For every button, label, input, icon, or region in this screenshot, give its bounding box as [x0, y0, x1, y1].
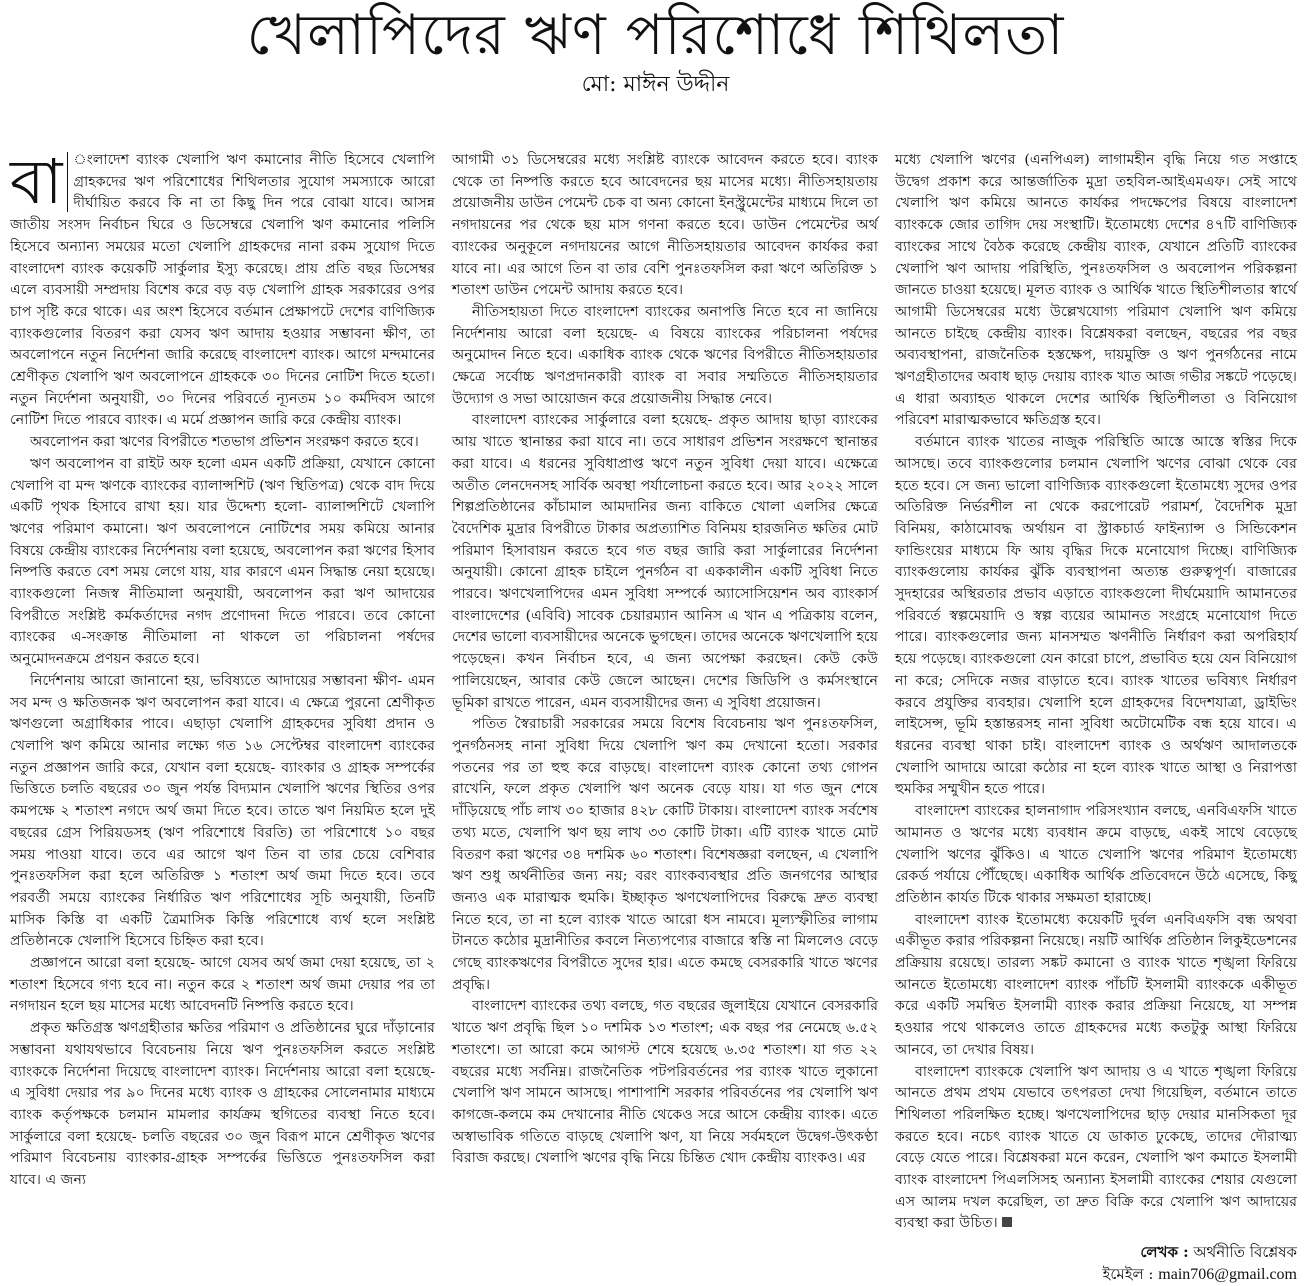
paragraph: বাংলাদেশ ব্যাংকের হালনাগাদ পরিসংখ্যান বলছে, এনবিএফসি খাতে আমানত ও ঋণের মধ্যে ব্যবধান ক্রমে বাড়ছে, একই সাথে বেড়েছে খেলাপি ঋণের ঝুঁকিও। এ খাতে খেলাপি ঋণের পরিমাণ ইতোমধ্যে রেকর্ড পর্যায়ে পৌঁছেছে। একাধিক আর্থিক প্রতিবেদনে উঠে এসেছে, কিছু প্রতিষ্ঠান কার্যত টিকে থাকার সক্ষমতা হারাচ্ছে। [895, 803, 1297, 906]
author-signature [895, 1241, 1297, 1286]
paragraph: নীতিসহায়তা দিতে বাংলাদেশ ব্যাংকের অনাপত্তি নিতে হবে না জানিয়ে নির্দেশনায় আরো বলা হয়েছে- এ বিষয়ে ব্যাংকের পরিচালনা পর্ষদের অনুমোদন নিতে হবে। একাধিক ব্যাংক থেকে ঋণের বিপরীতে নীতিসহায়তার ক্ষেত্রে সর্বোচ্চ ঋণপ্রদানকারী ব্যাংক বা সবার সম্মতিতে নীতিসহায়তার উদ্যোগ ও সভা আয়োজন করে প্রয়োজনীয় সিদ্ধান্ত নেবে। [452, 303, 878, 407]
paragraph: বাংলাদেশ ব্যাংকের তথ্য বলছে, গত বছরের জুলাইয়ে যেখানে বেসরকারি খাতে ঋণ প্রবৃদ্ধি ছিল ১০ দশমিক ১৩ শতাংশ; এক বছর পর নেমেছে ৬.৫২ শতাংশে। তা আরো কমে আগস্ট শেষে হয়েছে ৬.৩৫ শতাংশ। যা গত ২২ বছরের মধ্যে সর্বনিম্ন। রাজনৈতিক পটপরিবর্তনের পর ব্যাংক খাতে লুকানো খেলাপি ঋণ সামনে আসছে। পাশাপাশি সরকার পরিবর্তনের পর খেলাপি ঋণ কাগজে-কলমে কম দেখানোর নীতি থেকেও সরে আসে কেন্দ্রীয় ব্যাংক। এতে অস্বাভাবিক গতিতে বাড়ছে খেলাপি ঋণ, যা নিয়ে সর্বমহলে উদ্বেগ-উৎকণ্ঠা বিরাজ করছে। খেলাপি ঋণের বৃদ্ধি নিয়ে চিন্তিত খোদ কেন্দ্রীয় ব্যাংকও। এর [452, 998, 878, 1167]
paragraph: বাংলাদেশ ব্যাংক ইতোমধ্যে কয়েকটি দুর্বল এনবিএফসি বন্ধ অথবা একীভূত করার পরিকল্পনা নিয়েছে। নয়টি আর্থিক প্রতিষ্ঠান লিকুইডেশনের প্রক্রিয়ায় রয়েছে। তারল্য সঙ্কট কমানো ও ব্যাংক খাতে শৃঙ্খলা ফিরিয়ে আনতে ইতোমধ্যে বাংলাদেশ ব্যাংক পাঁচটি ইসলামী ব্যাংককে একীভূত করে একটি সমন্বিত ইসলামী ব্যাংক করার প্রক্রিয়া নিয়েছে, যা সম্পন্ন হওয়ার পথে থাকলেও তাতে গ্রাহকদের মধ্যে কতটুকু আস্থা ফিরিয়ে আনবে, তা দেখার বিষয়। [895, 911, 1297, 1058]
author-role: অর্থনীতি বিশ্লেষক [1193, 1243, 1297, 1262]
headline: খেলাপিদের ঋণ পরিশোধে শিথিলতা [246, 3, 1065, 68]
paragraph: অবলোপন করা ঋণের বিপরীতে শতভাগ প্রভিশন সংরক্ষণ করতে হবে। [30, 434, 419, 451]
paragraph: ঋণ অবলোপন বা রাইট অফ হলো এমন একটি প্রক্রিয়া, যেখানে কোনো খেলাপি বা মন্দ ঋণকে ব্যাংকের ব্যালান্সশিট (ঋণ স্থিতিপত্র) থেকে বাদ দিয়ে একটি পৃথক হিসাবে রাখা হয়। যার উদ্দেশ্য হলো- ব্যালান্সশিটে খেলাপি ঋণের পরিমাণ কমানো। ঋণ অবলোপনে নোটিশের সময় কমিয়ে আনার বিষয়ে কেন্দ্রীয় ব্যাংকের নির্দেশনায় বলা হয়েছে, অবলোপন করা ঋণের হিসাব নিষ্পত্তি করতে বেশ সময় লেগে যায়, যার কারণে এমন সিদ্ধান্ত নেয়া হয়েছে। ব্যাংকগুলো নিজস্ব নীতিমালা অনুযায়ী, অবলোপন করা ঋণ আদায়ের বিপরীতে সংশ্লিষ্ট কর্মকর্তাদের নগদ প্রণোদনা দিতে পারবে। তবে কোনো ব্যাংকের এ-সংক্রান্ত নীতিমালা না থাকলে তা পরিচালনা পর্ষদের অনুমোদনক্রমে প্রণয়ন করতে হবে। [10, 455, 435, 668]
paragraph: প্রজ্ঞাপনে আরো বলা হয়েছে- আগে যেসব অর্থ জমা দেয়া হয়েছে, তা ২ শতাংশ হিসেবে গণ্য হবে না। নতুন করে ২ শতাংশ অর্থ জমা দেয়ার পর তা নগদায়ন হলে ছয় মাসের মধ্যে আবেদনটি নিষ্পত্তি করতে হবে। [10, 955, 435, 1015]
paragraph: বর্তমানে ব্যাংক খাতের নাজুক পরিস্থিতি আস্তে আস্তে স্বস্তির দিকে আসছে। তবে ব্যাংকগুলোর চলমান খেলাপি ঋণের বোঝা থেকে বের হতে হবে। সে জন্য ভালো বাণিজ্যিক ব্যাংকগুলো ইতোমধ্যে সুদের ওপর অতিরিক্ত নির্ভরশীল না থেকে করপোরেট পরামর্শ, বৈদেশিক মুদ্রা বিনিময়, কাঠামোবদ্ধ অর্থায়ন বা স্ট্রাকচার্ড ফাইন্যান্স ও সিন্ডিকেশন ফান্ডিংয়ের মাধ্যমে ফি আয় বৃদ্ধির দিকে মনোযোগ দিচ্ছে। বাণিজ্যিক ব্যাংকগুলোয় কার্যকর ঝুঁকি ব্যবস্থাপনা অত্যন্ত গুরুত্বপূর্ণ। বাজারের সুদহারের অস্থিরতার প্রভাব এড়াতে ব্যাংকগুলো দীর্ঘমেয়াদি আমানতের পরিবর্তে স্বল্পমেয়াদি ও স্বল্প ব্যয়ের আমানত সংগ্রহে মনোযোগ দিতে পারে। ব্যাংকগুলোর জন্য মানসম্মত ঋণনীতি নির্ধারণ করা অপরিহার্য হয়ে পড়েছে। ব্যাংকগুলো যেন কারো চাপে, প্রভাবিত হয়ে যেন বিনিয়োগ না করে; সেদিকে নজর বাড়াতে হবে। ব্যাংক খাতের ভবিষ্যৎ নির্ধারণ করবে প্রযুক্তির ব্যবহার। খেলাপি হলে গ্রাহকদের বিদেশযাত্রা, ড্রাইভিং লাইসেন্স, ভূমি হস্তান্তরসহ নানা সুবিধা অটোমেটিক বন্ধ হয়ে যাবে। এ ধরনের ব্যবস্থা থাকা চাই। বাংলাদেশ ব্যাংক ও অর্থঋণ আদালতকে খেলাপি আদায়ে আরো কঠোর না হলে ব্যাংক খাতে আস্থা ও নিরাপত্তা হুমকির সম্মুখীন হতে পারে। [895, 434, 1297, 798]
drop-cap: বা [10, 152, 68, 212]
paragraph: বা ংলাদেশ ব্যাংক খেলাপি ঋণ কমানোর নীতি হিসেবে খেলাপি গ্রাহকদের ঋণ পরিশোধের শিথিলতার সুযোগ সমস্যাকে আরো দীর্ঘায়িত করবে কি না তা কিছু দিন পরে বোঝা যাবে। আসন্ন জাতীয় সংসদ নির্বাচন ঘিরে ও ডিসেম্বরে খেলাপি ঋণ কমানোর পলিসি হিসেবে অন্যান্য সময়ের মতো খেলাপি গ্রাহকদের নানা রকম সুযোগ দিতে বাংলাদেশ ব্যাংক কয়েকটি সার্কুলার ইস্যু করেছে। প্রায় প্রতি বছর ডিসেম্বর এলে ব্যবসায়ী সম্প্রদায় বিশেষ করে বড় বড় খেলাপি গ্রাহক সরকারের ওপর চাপ সৃষ্টি করে থাকে। এর অংশ হিসেবে বর্তমান প্রেক্ষাপটে দেশের বাণিজ্যিক ব্যাংকগুলোর বিতরণ করা যেসব ঋণ আদায় হওয়ার সম্ভাবনা ক্ষীণ, তা অবলোপনে নতুন নির্দেশনা জারি করেছে বাংলাদেশ ব্যাংক। আগে মন্দমানের শ্রেণীকৃত খেলাপি ঋণ অবলোপনে গ্রাহককে ৩০ দিনের নোটিশ দিতে হতো। নতুন নির্দেশনা অনুযায়ী, ৩০ দিনের পরিবর্তে ন্যূনতম ১০ কর্মদিবস আগে নোটিশ দিতে পারবে ব্যাংক। এ মর্মে প্রজ্ঞাপন জারি করে কেন্দ্রীয় ব্যাংক। [10, 145, 435, 429]
column-2 [452, 150, 878, 1170]
email-label: ইমেইল : [1102, 1265, 1154, 1284]
paragraph: আগামী ৩১ ডিসেম্বরের মধ্যে সংশ্লিষ্ট ব্যাংকে আবেদন করতে হবে। ব্যাংক থেকে তা নিষ্পত্তি করতে হবে আবেদনের ছয় মাসের মধ্যে। নীতিসহায়তায় প্রয়োজনীয় ডাউন পেমেন্ট চেক বা অন্য কোনো ইনস্ট্রুমেন্টের মাধ্যমে দিলে তা নগদায়নের পর থেকে ছয় মাস গণনা করতে হবে। ডাউন পেমেন্টের অর্থ ব্যাংকের অনুকূলে নগদায়নের আগে নীতিসহায়তার আবেদন কার্যকর করা যাবে না। এর আগে তিন বা তার বেশি পুনঃতফসিল করা ঋণে অতিরিক্ত ১ শতাংশ ডাউন পেমেন্ট আদায় করতে হবে। [452, 152, 878, 299]
byline: মো: মাঈন উদ্দীন [581, 72, 730, 97]
column-3 [895, 150, 1297, 1286]
paragraph: প্রকৃত ক্ষতিগ্রস্ত ঋণগ্রহীতার ক্ষতির পরিমাণ ও প্রতিষ্ঠানের ঘুরে দাঁড়ানোর সম্ভাবনা যথাযথভাবে বিবেচনায় নিয়ে ঋণ পুনঃতফসিল করতে সংশ্লিষ্ট ব্যাংককে নির্দেশনা দিয়েছে বাংলাদেশ ব্যাংক। নির্দেশনায় আরো বলা হয়েছে- এ সুবিধা দেয়ার পর ৯০ দিনের মধ্যে ব্যাংক ও গ্রাহকের সোলেনামার মাধ্যমে ব্যাংক কর্তৃপক্ষকে চলমান মামলার কার্যক্রম স্থগিতের ব্যবস্থা নিতে হবে। সার্কুলারে বলা হয়েছে- চলতি বছরের ৩০ জুন বিরূপ মানে শ্রেণীকৃত ঋণের পরিমাণ বিবেচনায় ব্যাংকার-গ্রাহক সম্পর্কের ভিত্তিতে পুনঃতফসিল করা যাবে। এ জন্য [10, 1020, 435, 1189]
paragraph: বাংলাদেশ ব্যাংকের সার্কুলারে বলা হয়েছে- প্রকৃত আদায় ছাড়া ব্যাংকের আয় খাতে স্থানান্তর করা যাবে না। তবে সাধারণ প্রভিশন সংরক্ষণে স্থানান্তর করা যাবে। এ ধরনের সুবিধাপ্রাপ্ত ঋণে নতুন সুবিধা দেয়া যাবে। এক্ষেত্রে অতীত লেনদেনসহ সার্বিক অবস্থা পর্যালোচনা করতে হবে। আর ২০২২ সালে শিল্পপ্রতিষ্ঠানের কাঁচামাল আমদানির জন্য বাকিতে খোলা এলসির ক্ষেত্রে বৈদেশিক মুদ্রার বিপরীতে টাকার অপ্রত্যাশিত বিনিময় হারজনিত ক্ষতির মোট পরিমাণ হিসাবায়ন করতে হবে গত বছর জারি করা সার্কুলারের নির্দেশনা অনুযায়ী। কোনো গ্রাহক চাইলে পুনর্গঠন বা এককালীন একটি সুবিধা নিতে পারবে। ঋণখেলাপিদের এমন সুবিধা সম্পর্কে অ্যাসোসিয়েশন অব ব্যাংকার্স বাংলাদেশের (এবিবি) সাবেক চেয়ারম্যান আনিস এ খান এ পত্রিকায় বলেন, দেশের ভালো ব্যবসায়ীদের অনেকে ভুগছেন। তাদের অনেকে ঋণখেলাপি হয়ে পড়েছেন। কখন নির্বাচন হবে, এ জন্য অপেক্ষা করছেন। কেউ কেউ পালিয়েছেন, আবার কেউ জেলে আছেন। দেশের জিডিপি ও কর্মসংস্থানে ভূমিকা রাখতে পারেন, এমন ব্যবসায়ীদের জন্য এ সুবিধা প্রয়োজন। [452, 412, 878, 711]
paragraph: মধ্যে খেলাপি ঋণের (এনপিএল) লাগামহীন বৃদ্ধি নিয়ে গত সপ্তাহে উদ্বেগ প্রকাশ করে আন্তর্জাতিক মুদ্রা তহবিল-আইএমএফ। সেই সাথে খেলাপি ঋণ কমিয়ে আনতে কার্যকর পদক্ষেপের বিষয়ে বাংলাদেশ ব্যাংককে জোর তাগিদ দেয় সংস্থাটি। ইতোমধ্যে দেশের ৪৭টি বাণিজ্যিক ব্যাংকের সাথে বৈঠক করেছে কেন্দ্রীয় ব্যাংক, যেখানে প্রতিটি ব্যাংকের খেলাপি ঋণ আদায় পরিস্থিতি, পুনঃতফসিল ও অবলোপন পরিকল্পনা জানতে চাওয়া হয়েছে। মূলত ব্যাংক ও আর্থিক খাতে স্থিতিশীলতার স্বার্থে আগামী ডিসেম্বরের মধ্যে উল্লেখযোগ্য পরিমাণ খেলাপি ঋণ কমিয়ে আনতে চাইছে কেন্দ্রীয় ব্যাংক। বিশ্লেষকরা বলছেন, বছরের পর বছর অব্যবস্থাপনা, রাজনৈতিক হস্তক্ষেপ, দায়মুক্তি ও ঋণ পুনর্গঠনের নামে ঋণগ্রহীতাদের অবাধ ছাড় দেয়ায় ব্যাংক খাত আজ গভীর সঙ্কটে পড়েছে। এ ধারা অব্যাহত থাকলে দেশের আর্থিক স্থিতিশীলতা ও বিনিয়োগ পরিবেশ মারাত্মকভাবে ক্ষতিগ্রস্ত হবে। [895, 152, 1297, 429]
author-label: লেখক : [1140, 1243, 1189, 1262]
paragraph: বাংলাদেশ ব্যাংককে খেলাপি ঋণ আদায় ও এ খাতে শৃঙ্খলা ফিরিয়ে আনতে প্রথম প্রথম যেভাবে তৎপরতা দেখা গিয়েছিল, বর্তমানে তাতে শিথিলতা পরিলক্ষিত হচ্ছে। ঋণখেলাপিদের ছাড় দেয়ার মানসিকতা দূর করতে হবে। নচেৎ ব্যাংক খাতে যে ডাকাত ঢুকেছে, তাদের দৌরাত্ম্য বেড়ে যেতে পারে। বিশ্লেষকরা মনে করেন, খেলাপি ঋণ কমাতে ইসলামী ব্যাংক বাংলাদেশ পিএলসিসহ অন্যান্য ইসলামী ব্যাংকের শেয়ার যেগুলো এস আলম দখল করেছিল, তা দ্রুত বিক্রি করে খেলাপি ঋণ আদায়ের ব্যবস্থা করা উচিত। [895, 1063, 1297, 1232]
end-mark-icon [1002, 1217, 1012, 1227]
author-email[interactable]: main706@gmail.com [1158, 1266, 1297, 1284]
paragraph: নির্দেশনায় আরো জানানো হয়, ভবিষ্যতে আদায়ের সম্ভাবনা ক্ষীণ- এমন সব মন্দ ও ক্ষতিজনক ঋণ অবলোপন করা যাবে। এ ক্ষেত্রে পুরনো শ্রেণীকৃত ঋণগুলো অগ্রাধিকার পাবে। এছাড়া খেলাপি গ্রাহকদের সুবিধা প্রদান ও খেলাপি ঋণ কমিয়ে আনার লক্ষ্যে গত ১৬ সেপ্টেম্বর বাংলাদেশ ব্যাংকের নতুন প্রজ্ঞাপন জারি করে, যেখান বলা হয়েছে- ব্যাংকার ও গ্রাহক সম্পর্কের ভিত্তিতে চলতি বছরের ৩০ জুন পর্যন্ত বিদ্যমান খেলাপি ঋণের স্থিতির ওপর কমপক্ষে ২ শতাংশ নগদে অর্থ জমা দিতে হবে। তাতে ঋণ নিয়মিত হলে দুই বছরের গ্রেস পিরিয়ডসহ (ঋণ পরিশোধে বিরতি) তা পরিশোধে ১০ বছর সময় পাওয়া যাবে। তবে এর আগে ঋণ তিন বা তার চেয়ে বেশিবার পুনঃতফসিল করা হলে অতিরিক্ত ১ শতাংশ অর্থ জমা দিতে হবে। তবে পরবর্তী সময়ে ব্যাংকের নির্ধারিত ঋণ পরিশোধের সূচি অনুযায়ী, তিনটি মাসিক কিস্তি বা একটি ত্রৈমাসিক কিস্তি পরিশোধে ব্যর্থ হলে সংশ্লিষ্ট প্রতিষ্ঠানকে খেলাপি হিসেবে চিহ্নিত করা হবে। [10, 672, 435, 950]
column-1 [10, 145, 435, 1192]
paragraph: পতিত স্বৈরাচারী সরকারের সময়ে বিশেষ বিবেচনায় ঋণ পুনঃতফসিল, পুনর্গঠনসহ নানা সুবিধা দিয়ে খেলাপি ঋণ কম দেখানো হতো। সরকার পতনের পর তা হুহু করে বাড়ছে। বাংলাদেশ ব্যাংক কোনো তথ্য গোপন রাখেনি, ফলে প্রকৃত খেলাপি ঋণ অনেক বেড়ে যায়। যা গত জুন শেষে দাঁড়িয়েছে পাঁচ লাখ ৩০ হাজার ৪২৮ কোটি টাকায়। বাংলাদেশ ব্যাংক সর্বশেষ তথ্য মতে, খেলাপি ঋণ ছয় লাখ ৩৩ কোটি টাকা। এটি ব্যাংক খাতে মোট বিতরণ করা ঋণের ৩৪ দশমিক ৬০ শতাংশ। বিশেষজ্ঞরা বলছেন, এ খেলাপি ঋণ শুধু অর্থনীতির জন্য নয়; বরং ব্যাংকব্যবস্থার প্রতি জনগণের আস্থার জন্যও এক মারাত্মক হুমকি। ইচ্ছাকৃত ঋণখেলাপিদের বিরুদ্ধে দ্রুত ব্যবস্থা নিতে হবে, তা না হলে ব্যাংক খাতে আরো ধস নামবে। মূল্যস্ফীতির লাগাম টানতে কঠোর মুদ্রানীতির কবলে নিত্যপণ্যের বাজারে স্বস্তি না মিললেও বেড়ে গেছে ব্যাংকঋণের বিপরীতে সুদের হার। এতে কমছে বেসরকারি খাতে ঋণের প্রবৃদ্ধি। [452, 716, 878, 993]
